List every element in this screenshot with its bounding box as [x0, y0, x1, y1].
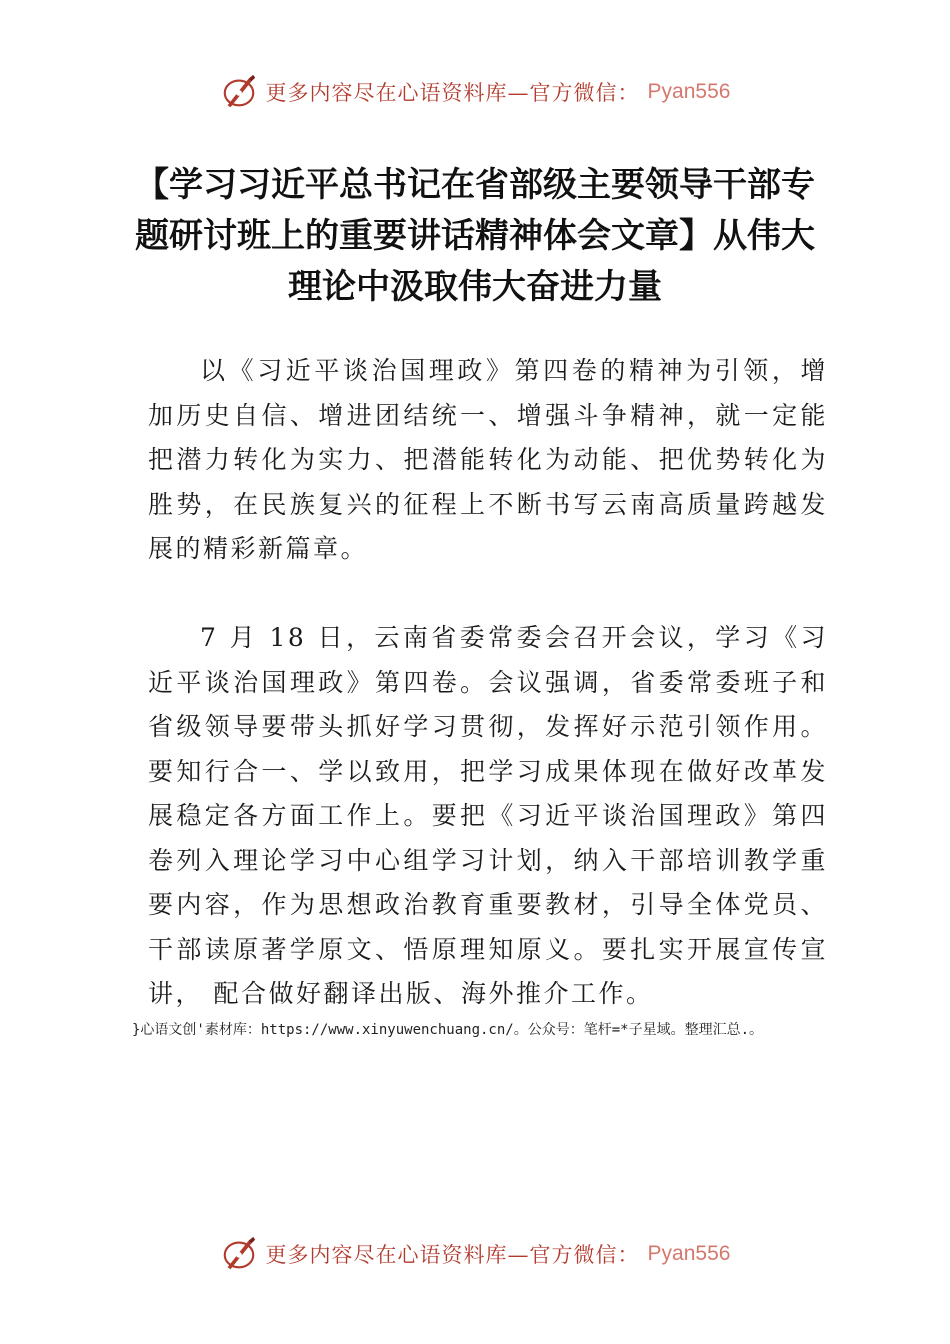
banner-wechat-id: Pyan556 [647, 1242, 731, 1265]
banner-wechat-id: Pyan556 [647, 80, 731, 103]
document-title: 【学习习近平总书记在省部级主要领导干部专题研讨班上的重要讲话精神体会文章】从伟大理论中汲取伟大奋进力量 [135, 165, 815, 307]
footer-watermark-banner [0, 1232, 950, 1276]
pen-logo-icon [220, 1235, 258, 1273]
source-note: }心语文创'素材库：https://www.xinyuwenchuang.cn/。公众号：笔杆=*子星域。整理汇总.。 [132, 1022, 764, 1038]
header-watermark-banner [0, 70, 950, 114]
pen-logo-icon [220, 73, 258, 111]
paragraph-2: 7 月 18 日，云南省委常委会召开会议，学习《习近平谈治国理政》第四卷。会议强调，省委常委班子和省级领导要带头抓好学习贯彻，发挥好示范引领作用。要知行合一、学以致用，把学习成果体现在做好改革发展稳定各方面工作上。要把《习近平谈治国理政》第四卷列入理论学习中心组学习计划，纳入干部培训教学重要内容，作为思想政治教育重要教材，引导全体党员、干部读原著学原文、悟原理知原义。要扎实开展宣传宣讲， 配合做好翻译出版、海外推介工作。 [148, 623, 828, 1008]
banner-text: 更多内容尽在心语资料库—官方微信： [265, 1243, 640, 1267]
paragraph-1: 以《习近平谈治国理政》第四卷的精神为引领，增加历史自信、增进团结统一、增强斗争精神，就一定能把潜力转化为实力、把潜能转化为动能、把优势转化为胜势，在民族复兴的征程上不断书写云南高质量跨越发展的精彩新篇章。 [148, 356, 828, 563]
banner-text: 更多内容尽在心语资料库—官方微信： [265, 81, 640, 105]
